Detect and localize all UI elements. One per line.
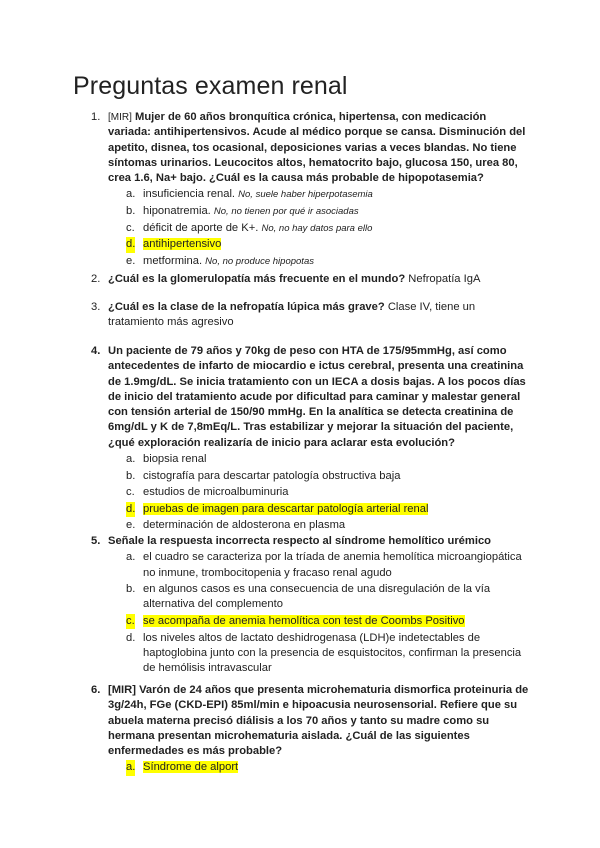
option-text: insuficiencia renal. (143, 188, 236, 201)
question-3 (91, 300, 531, 331)
option-b (108, 204, 531, 219)
option-text-highlighted: se acompaña de anemia hemolítica con test de Coombs Positivo (143, 615, 465, 628)
option-letter: d. (126, 502, 135, 517)
option-a (108, 187, 531, 202)
option-note: No, suele haber hiperpotasemia (238, 189, 373, 201)
option-a-correct (108, 760, 531, 775)
option-letter: b. (126, 205, 136, 218)
question-number: 4. (91, 345, 101, 357)
option-text-highlighted: pruebas de imagen para descartar patología arterial renal (143, 502, 429, 515)
option-text: cistografía para descartar patología obstructiva baja (143, 469, 401, 482)
question-number: 6. (91, 684, 101, 696)
option-letter: b. (126, 583, 136, 596)
option-c (108, 221, 531, 236)
options-list (108, 187, 531, 269)
option-a (108, 550, 531, 581)
options-list (108, 452, 531, 534)
option-note: No, no tienen por qué ir asociadas (213, 206, 359, 218)
question-number: 1. (91, 111, 101, 123)
option-letter: a. (126, 760, 135, 775)
question-text: ¿Cuál es la clase de la nefropatía lúpica más grave? (108, 301, 385, 313)
option-letter: c. (126, 486, 135, 499)
option-text-highlighted: antihipertensivo (143, 238, 222, 251)
option-note: No, no produce hipopotas (205, 255, 314, 267)
option-b (108, 469, 531, 484)
options-list (108, 550, 531, 676)
option-c-correct (108, 614, 531, 629)
option-text-highlighted: Síndrome de alport (143, 761, 239, 774)
option-b (108, 582, 531, 613)
page-title: Preguntas examen renal (73, 72, 348, 100)
option-d-correct (108, 502, 531, 517)
option-letter: e. (126, 254, 136, 267)
question-number: 5. (91, 535, 101, 547)
question-2 (91, 272, 531, 287)
question-1 (91, 110, 531, 270)
question-4 (91, 344, 531, 535)
option-letter: c. (126, 614, 135, 629)
option-text: metformina. (143, 254, 203, 267)
options-list (108, 760, 531, 775)
question-5 (91, 534, 531, 678)
option-text: determinación de aldosterona en plasma (143, 519, 346, 532)
question-text: [MIR] Varón de 24 años que presenta microhematuria dismorfica proteinuria de 3g/24h, FGe (CKD-EPI) 85ml/min e hipoacusia neurosensorial. Refiere que su abuela materna precisó diálisis a los 70 años y tanto su madre como su hermana presentan microhematuria aislada. ¿Cuál de las siguientes enfermedades es más probable? (108, 684, 529, 758)
option-text: en algunos casos es una consecuencia de una disregulación de la vía alternativa del complemento (143, 583, 491, 611)
option-text: el cuadro se caracteriza por la tríada de anemia hemolítica microangiopática no inmune, trombocitopenia y fracaso renal agudo (143, 551, 522, 579)
option-text: déficit de aporte de K+. (143, 221, 259, 234)
option-d-correct (108, 237, 531, 252)
question-answer: Nefropatía IgA (408, 273, 481, 285)
question-6 (91, 683, 531, 777)
option-text: estudios de microalbuminuria (143, 486, 289, 499)
option-e (108, 254, 531, 269)
option-note: No, no hay datos para ello (261, 222, 373, 234)
question-text: ¿Cuál es la glomerulopatía más frecuente en el mundo? (108, 273, 406, 285)
option-text: los niveles altos de lactato deshidrogenasa (LDH)e indetectables de haptoglobina junto con la presencia de esquistocitos, confirman la presencia de hemólisis intravascular (143, 631, 522, 675)
option-letter: d. (126, 237, 135, 252)
option-a (108, 452, 531, 467)
option-d (108, 631, 531, 677)
option-c (108, 485, 531, 500)
option-letter: e. (126, 519, 136, 532)
question-text: Mujer de 60 años bronquítica crónica, hipertensa, con medicación variada: antihipertensivos. Acude al médico porque se cansa. Disminución del apetito, disnea, tos ocasional, deposiciones varias a veces blandas. No tiene síntomas urinarios. Leucocitos altos, hematocrito bajo, glucosa 150, urea 80, crea 1.6, Na+ bajo. ¿Cuál es la causa más probable de hipopotasemia? (108, 111, 526, 185)
option-letter: a. (126, 453, 136, 466)
option-letter: a. (126, 551, 136, 564)
question-text: Señale la respuesta incorrecta respecto al síndrome hemolítico urémico (108, 535, 492, 547)
option-text: biopsia renal (143, 453, 207, 466)
option-letter: c. (126, 221, 135, 234)
option-letter: a. (126, 188, 136, 201)
question-text: Un paciente de 79 años y 70kg de peso con HTA de 175/95mmHg, así como antecedentes de infarto de miocardio e ictus cerebral, presenta una creatinina de 1.9mg/dL. Se inicia tratamiento con un IECA a dosis bajas. A los pocos días de inicio del tratamiento acude por dificultad para caminar y malestar general con tensión arterial de 150/90 mmHg. En la analítica se detecta creatinina de 6mg/dL y K de 7,8mEq/L. Tras estabilizar y mejorar la situación del paciente, ¿qué exploración realizaría de inicio para aclarar esta evolución? (108, 345, 526, 449)
question-number: 2. (91, 273, 101, 285)
option-letter: d. (126, 631, 136, 644)
option-letter: b. (126, 469, 136, 482)
option-text: hiponatremia. (143, 205, 211, 218)
question-tag: [MIR] (108, 112, 132, 123)
question-answer: Clase IV, tiene un tratamiento más agresivo (108, 301, 476, 329)
question-number: 3. (91, 301, 101, 313)
option-e (108, 518, 531, 533)
